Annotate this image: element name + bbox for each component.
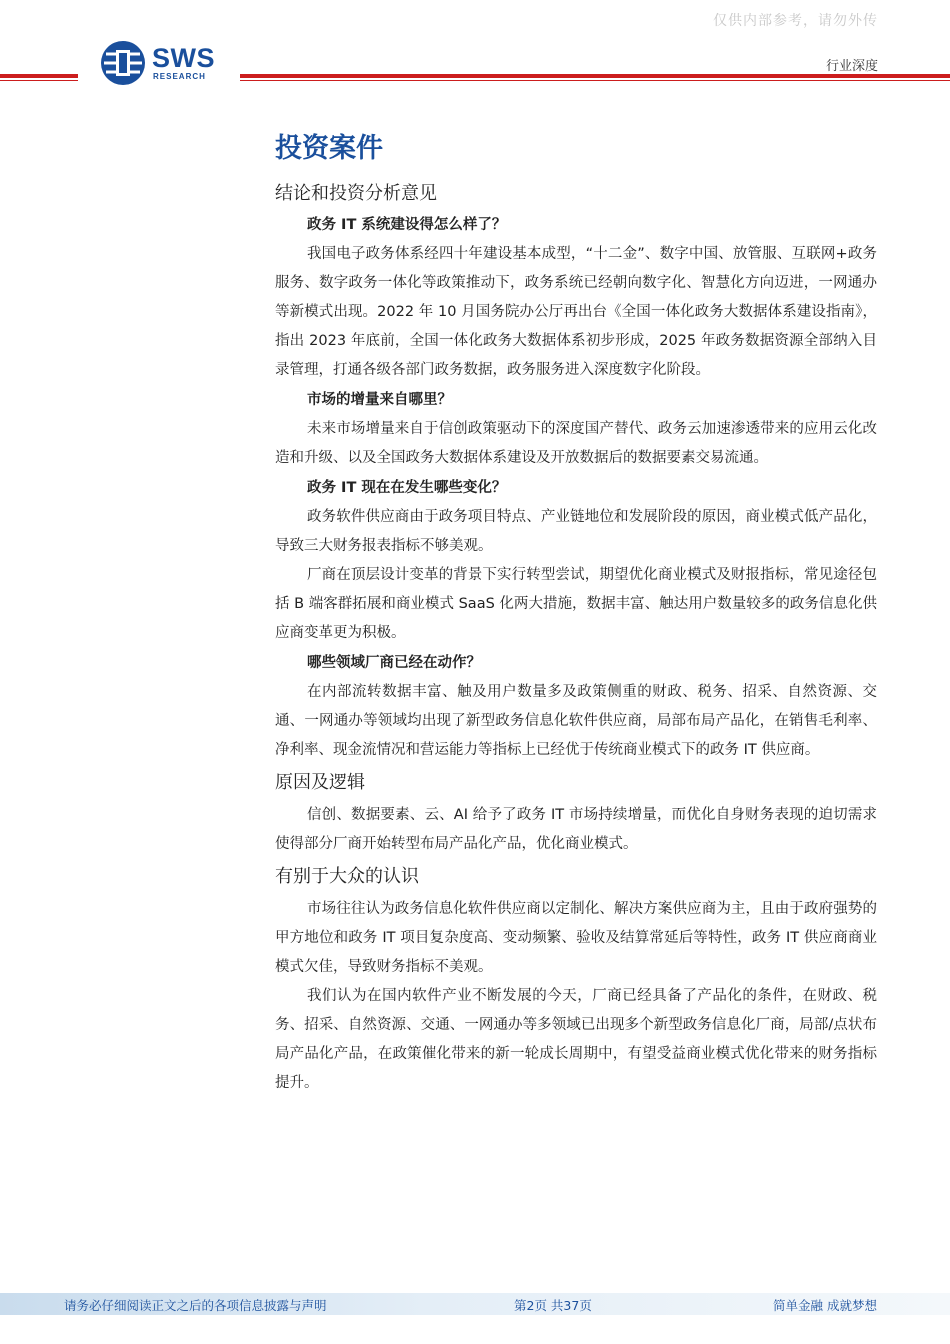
logo-text: SWS	[152, 43, 216, 73]
page-title: 投资案件	[275, 133, 383, 164]
watermark: 仅供内部参考，请勿外传	[713, 13, 878, 29]
question-heading: 哪些领域厂商已经在动作？	[307, 655, 481, 671]
paragraph: 我国电子政务体系经四十年建设基本成型，“十二金”、数字中国、放管服、互联网+政务服务、数字政务一体化等政策推动下，政务系统已经朝向数字化、智慧化方向迈进，一网通办等新模式出现。2022 年 10 月国务院办公厅再出台《全国一体化政务大数据体系建设指南》，指出 2023 年底前，全国一体化政务大数据体系初步形成，2025 年政务数据资源全部纳入目录管理，打通各级各部门政务数据，政务服务进入深度数字化阶段。	[275, 246, 877, 378]
logo-mark-icon	[100, 40, 146, 86]
section-heading-conclusion: 结论和投资分析意见	[275, 183, 437, 204]
paragraph: 我们认为在国内软件产业不断发展的今天，厂商已经具备了产品化的条件，在财政、税务、招采、自然资源、交通、一网通办等多领域已出现多个新型政务信息化厂商，局部/点状布局产品化产品，在政策催化带来的新一轮成长周期中，有望受益商业模式优化带来的财务指标提升。	[275, 988, 877, 1091]
footer-disclaimer: 请务必仔细阅读正文之后的各项信息披露与声明	[64, 1298, 327, 1313]
header-rule-right	[240, 74, 950, 78]
question-heading: 市场的增量来自哪里？	[307, 392, 452, 408]
paragraph: 市场往往认为政务信息化软件供应商以定制化、解决方案供应商为主，且由于政府强势的甲方地位和政务 IT 项目复杂度高、变动频繁、验收及结算常延后等特性，政务 IT 供应商商业模式欠佳，导致财务指标不美观。	[275, 901, 877, 975]
footer-slogan: 简单金融 成就梦想	[773, 1298, 877, 1313]
page-number: 第2页 共37页	[514, 1298, 592, 1313]
paragraph: 信创、数据要素、云、AI 给予了政务 IT 市场持续增量，而优化自身财务表现的迫切需求使得部分厂商开始转型布局产品化产品，优化商业模式。	[275, 807, 877, 852]
sws-logo	[100, 40, 220, 86]
header-rule-left	[0, 74, 78, 78]
report-category: 行业深度	[825, 59, 878, 74]
logo-subtext: RESEARCH	[153, 72, 206, 81]
paragraph: 在内部流转数据丰富、触及用户数量多及政策侧重的财政、税务、招采、自然资源、交通、一网通办等领域均出现了新型政务信息化软件供应商，局部布局产品化，在销售毛利率、净利率、现金流情况和营运能力等指标上已经优于传统商业模式下的政务 IT 供应商。	[275, 684, 877, 758]
header-rule-left-thin	[0, 80, 78, 81]
paragraph: 厂商在顶层设计变革的背景下实行转型尝试，期望优化商业模式及财报指标，常见途径包括 B 端客群拓展和商业模式 SaaS 化两大措施，数据丰富、触达用户数量较多的政务信息化供应商变革更为积极。	[275, 567, 877, 641]
section-heading-differentiated-view: 有别于大众的认识	[275, 866, 419, 887]
question-heading: 政务 IT 现在在发生哪些变化？	[307, 480, 507, 496]
section-heading-logic: 原因及逻辑	[275, 772, 365, 793]
paragraph: 未来市场增量来自于信创政策驱动下的深度国产替代、政务云加速渗透带来的应用云化改造和升级、以及全国政务大数据体系建设及开放数据后的数据要素交易流通。	[275, 421, 877, 466]
paragraph: 政务软件供应商由于政务项目特点、产业链地位和发展阶段的原因，商业模式低产品化，导致三大财务报表指标不够美观。	[275, 509, 877, 554]
question-heading: 政务 IT 系统建设得怎么样了？	[307, 217, 507, 233]
header-rule-right-thin	[240, 80, 950, 81]
report-body	[275, 130, 877, 1098]
